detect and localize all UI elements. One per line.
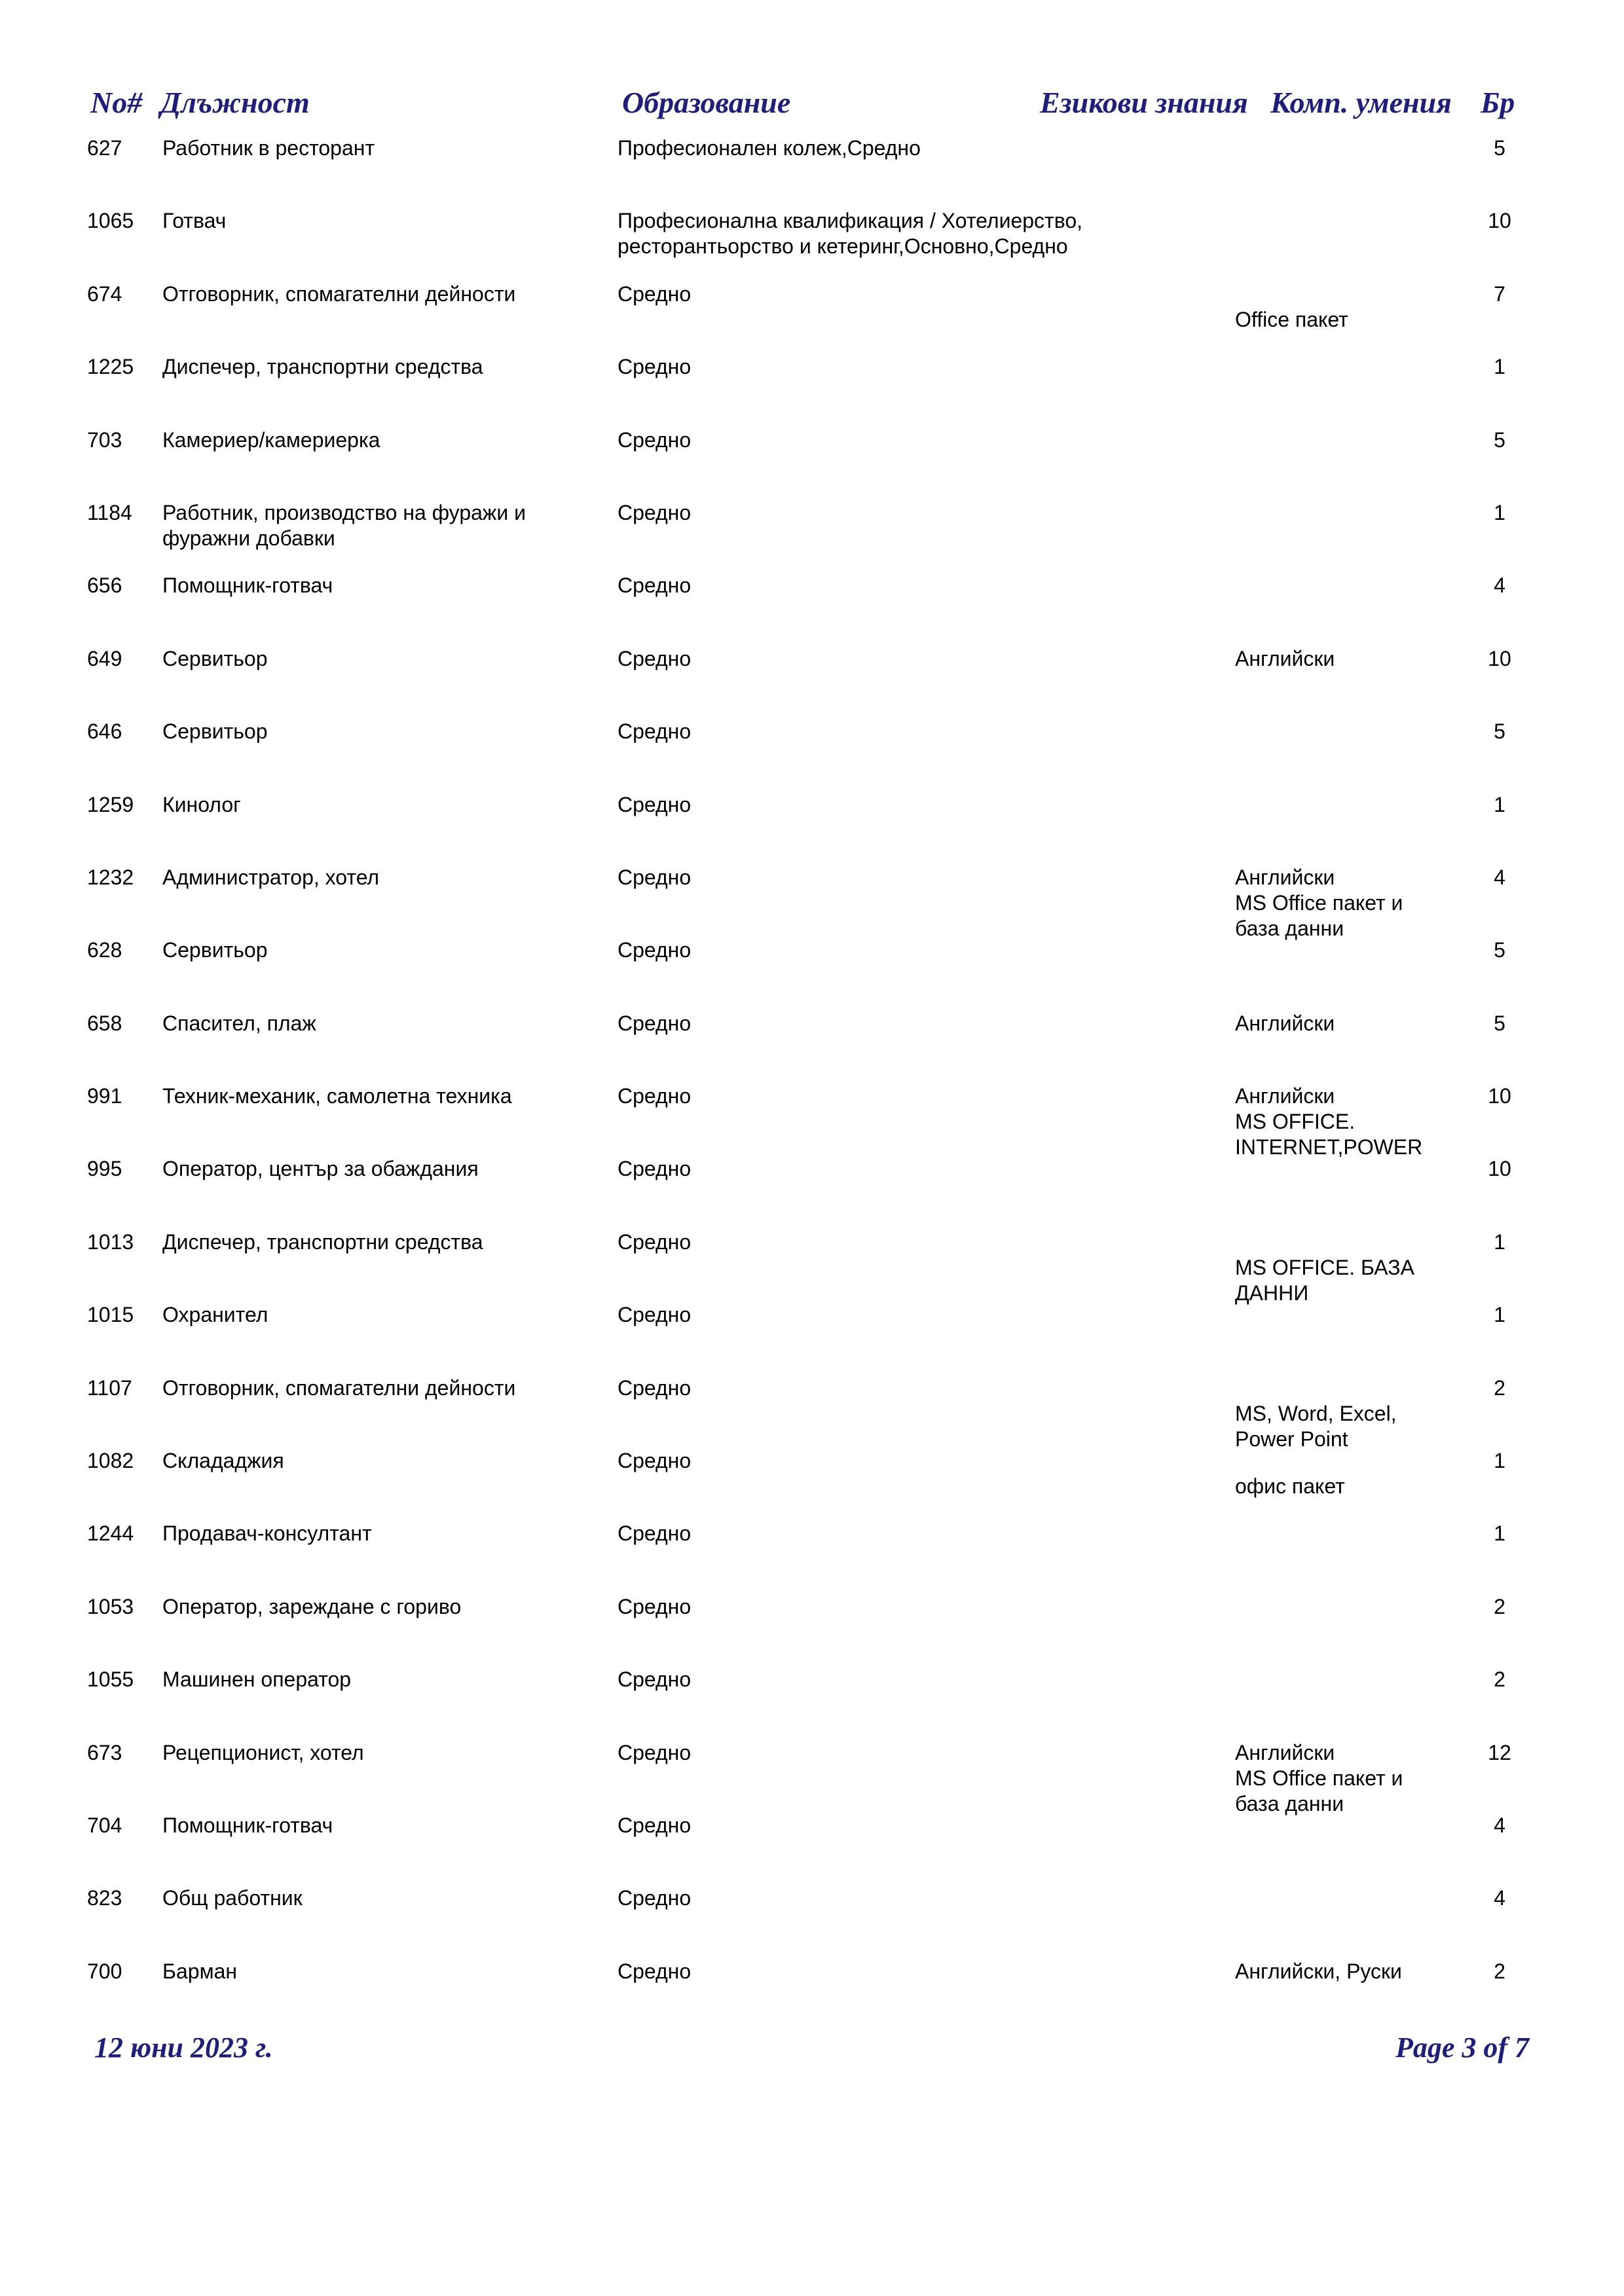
column-header-count: Бр bbox=[1481, 86, 1515, 119]
cell-languages-computer bbox=[1235, 1230, 1490, 1306]
table-row bbox=[0, 938, 1624, 1010]
education-line: Средно bbox=[618, 1594, 692, 1618]
cell-education bbox=[618, 1521, 1115, 1546]
cell-position bbox=[162, 646, 581, 672]
education-line: Професионален колеж,Средно bbox=[618, 136, 921, 160]
cell-education bbox=[618, 1230, 1115, 1255]
cell-position bbox=[162, 1376, 581, 1401]
cell-languages-computer bbox=[1235, 1011, 1490, 1036]
cell-count: 5 bbox=[1494, 136, 1505, 160]
cell-number: 658 bbox=[87, 1011, 122, 1035]
computer-skills-line: MS Office пакет и bbox=[1235, 890, 1403, 915]
cell-position bbox=[162, 428, 581, 453]
education-line: Средно bbox=[618, 1449, 692, 1473]
position-line: Охранител bbox=[162, 1303, 268, 1327]
education-line: Средно bbox=[618, 1522, 692, 1546]
table-row bbox=[0, 719, 1624, 792]
cell-count: 10 bbox=[1488, 646, 1511, 670]
table-row bbox=[0, 428, 1624, 500]
cell-languages-computer bbox=[1235, 282, 1490, 333]
education-line: Средно bbox=[618, 1667, 692, 1692]
cell-education bbox=[618, 1302, 1115, 1328]
cell-count: 1 bbox=[1494, 1449, 1505, 1473]
education-line: Средно bbox=[618, 1157, 692, 1181]
table-row bbox=[0, 1959, 1624, 2032]
cell-count: 1 bbox=[1494, 792, 1505, 816]
education-line: Средно bbox=[618, 1084, 692, 1108]
cell-languages-computer bbox=[1235, 865, 1490, 941]
cell-count: 5 bbox=[1494, 938, 1505, 962]
table-row bbox=[0, 1594, 1624, 1667]
table-row bbox=[0, 865, 1624, 938]
cell-number: 991 bbox=[87, 1084, 122, 1108]
cell-count: 1 bbox=[1494, 500, 1505, 524]
table-row bbox=[0, 1448, 1624, 1521]
position-line: Барман bbox=[162, 1959, 238, 1983]
cell-count: 4 bbox=[1494, 865, 1505, 889]
computer-skills-line: MS, Word, Excel, bbox=[1235, 1401, 1397, 1425]
position-line: Диспечер, транспортни средства bbox=[162, 355, 483, 379]
cell-number: 1225 bbox=[87, 355, 134, 379]
education-line: Средно bbox=[618, 1376, 692, 1400]
languages-line bbox=[1235, 1376, 1490, 1401]
cell-education bbox=[618, 1376, 1115, 1401]
cell-position bbox=[162, 1011, 581, 1036]
position-line: Помощник-готвач bbox=[162, 574, 333, 598]
cell-education bbox=[618, 1740, 1115, 1766]
education-line: Професионална квалификация / Хотелиерство, bbox=[618, 209, 1083, 233]
computer-skills-line: Office пакет bbox=[1235, 307, 1348, 331]
cell-position bbox=[162, 1521, 581, 1546]
position-line: фуражни добавки bbox=[162, 526, 335, 550]
position-line: Машинен оператор bbox=[162, 1667, 352, 1692]
cell-count: 10 bbox=[1488, 1157, 1511, 1181]
cell-languages-computer bbox=[1235, 1376, 1490, 1452]
cell-position bbox=[162, 1302, 581, 1328]
cell-position bbox=[162, 1740, 581, 1766]
cell-number: 1015 bbox=[87, 1303, 134, 1327]
cell-position bbox=[162, 500, 581, 551]
table-row bbox=[0, 354, 1624, 427]
cell-languages-computer bbox=[1235, 1084, 1490, 1160]
education-line: Средно bbox=[618, 646, 692, 670]
table-row bbox=[0, 500, 1624, 573]
cell-position bbox=[162, 938, 581, 963]
position-line: Работник, производство на фуражи и bbox=[162, 500, 526, 524]
position-line: Сервитьор bbox=[162, 646, 268, 670]
cell-education bbox=[618, 208, 1115, 259]
position-line: Помощник-готвач bbox=[162, 1813, 333, 1837]
cell-education bbox=[618, 646, 1115, 672]
computer-skills-line: Power Point bbox=[1235, 1427, 1348, 1451]
position-line: Кинолог bbox=[162, 792, 241, 816]
education-line: Средно bbox=[618, 574, 692, 598]
cell-position bbox=[162, 1230, 581, 1255]
table-row bbox=[0, 1740, 1624, 1813]
cell-position bbox=[162, 282, 581, 307]
cell-education bbox=[618, 354, 1115, 380]
education-line: Средно bbox=[618, 1813, 692, 1837]
education-line: Средно bbox=[618, 428, 692, 452]
position-line: Камериер/камериерка bbox=[162, 428, 380, 452]
cell-number: 1244 bbox=[87, 1522, 134, 1546]
cell-education bbox=[618, 282, 1115, 307]
cell-position bbox=[162, 719, 581, 744]
cell-education bbox=[618, 938, 1115, 963]
table-row bbox=[0, 646, 1624, 719]
education-line: Средно bbox=[618, 1230, 692, 1254]
education-line: Средно bbox=[618, 1959, 692, 1983]
cell-education bbox=[618, 500, 1115, 526]
education-line: Средно bbox=[618, 500, 692, 524]
computer-skills-line: MS OFFICE. bbox=[1235, 1110, 1356, 1134]
column-header-education: Образование bbox=[622, 86, 791, 119]
computer-skills-line: база данни bbox=[1235, 916, 1344, 940]
cell-number: 649 bbox=[87, 646, 122, 670]
position-line: Спасител, плаж bbox=[162, 1011, 316, 1035]
table-row bbox=[0, 1376, 1624, 1451]
cell-number: 1107 bbox=[87, 1376, 132, 1400]
cell-number: 1065 bbox=[87, 209, 134, 233]
cell-education bbox=[618, 1156, 1115, 1182]
cell-count: 4 bbox=[1494, 1886, 1505, 1910]
footer-page-number: Page 3 of 7 bbox=[1395, 2032, 1529, 2064]
cell-education bbox=[618, 1959, 1115, 1984]
cell-position bbox=[162, 1667, 581, 1692]
column-header-no: No# bbox=[90, 86, 143, 119]
cell-count: 4 bbox=[1494, 574, 1505, 598]
education-line: Средно bbox=[618, 282, 692, 306]
languages-line: Английски bbox=[1235, 865, 1335, 889]
languages-line bbox=[1235, 282, 1490, 307]
cell-languages-computer bbox=[1235, 1959, 1490, 1984]
cell-position bbox=[162, 792, 581, 818]
cell-number: 646 bbox=[87, 720, 122, 744]
cell-count: 1 bbox=[1494, 1230, 1505, 1254]
footer-date: 12 юни 2023 г. bbox=[94, 2032, 273, 2064]
cell-count: 12 bbox=[1488, 1740, 1511, 1764]
cell-education bbox=[618, 1594, 1115, 1620]
cell-number: 1013 bbox=[87, 1230, 134, 1254]
position-line: Готвач bbox=[162, 209, 227, 233]
position-line: Склададжия bbox=[162, 1449, 284, 1473]
cell-languages-computer bbox=[1235, 1740, 1490, 1817]
education-line: Средно bbox=[618, 938, 692, 962]
computer-skills-line: офис пакет bbox=[1235, 1474, 1345, 1499]
table-row bbox=[0, 792, 1624, 865]
cell-number: 1184 bbox=[87, 500, 132, 524]
education-line: Средно bbox=[618, 792, 692, 816]
cell-count: 2 bbox=[1494, 1959, 1505, 1983]
computer-skills-line: MS Office пакет и bbox=[1235, 1766, 1403, 1790]
table-row bbox=[0, 1521, 1624, 1594]
cell-count: 5 bbox=[1494, 1011, 1505, 1035]
cell-education bbox=[618, 719, 1115, 744]
position-line: Оператор, зареждане с гориво bbox=[162, 1594, 462, 1618]
cell-count: 2 bbox=[1494, 1376, 1505, 1400]
languages-line: Английски bbox=[1235, 1011, 1335, 1035]
cell-position bbox=[162, 1084, 581, 1109]
cell-number: 1053 bbox=[87, 1594, 134, 1618]
cell-count: 1 bbox=[1494, 1303, 1505, 1327]
cell-number: 703 bbox=[87, 428, 122, 452]
cell-number: 1259 bbox=[87, 792, 134, 816]
cell-education bbox=[618, 573, 1115, 598]
cell-education bbox=[618, 1448, 1115, 1474]
cell-number: 674 bbox=[87, 282, 122, 306]
position-line: Администратор, хотел bbox=[162, 865, 380, 889]
cell-position bbox=[162, 1813, 581, 1838]
cell-education bbox=[618, 1084, 1115, 1109]
cell-number: 995 bbox=[87, 1157, 122, 1181]
cell-position bbox=[162, 354, 581, 380]
table-row bbox=[0, 1084, 1624, 1159]
computer-skills-line: ДАННИ bbox=[1235, 1281, 1309, 1305]
table-row bbox=[0, 282, 1624, 354]
cell-count: 4 bbox=[1494, 1813, 1505, 1837]
position-line: Сервитьор bbox=[162, 720, 268, 744]
cell-position bbox=[162, 865, 581, 890]
cell-number: 1055 bbox=[87, 1667, 134, 1692]
cell-count: 1 bbox=[1494, 1522, 1505, 1546]
education-line: Средно bbox=[618, 720, 692, 744]
cell-count: 5 bbox=[1494, 720, 1505, 744]
table-row bbox=[0, 1667, 1624, 1740]
position-line: Техник-механик, самолетна техника bbox=[162, 1084, 512, 1108]
cell-position bbox=[162, 1156, 581, 1182]
languages-line bbox=[1235, 1230, 1490, 1255]
cell-education bbox=[618, 1886, 1115, 1911]
cell-education bbox=[618, 1813, 1115, 1838]
cell-position bbox=[162, 208, 581, 234]
table-row bbox=[0, 1886, 1624, 1958]
cell-position bbox=[162, 1959, 581, 1984]
languages-line: Английски bbox=[1235, 1740, 1335, 1764]
column-header-position: Длъжност bbox=[160, 86, 310, 119]
table-row bbox=[0, 208, 1624, 281]
education-line: ресторантьорство и кетеринг,Основно,Средно bbox=[618, 234, 1068, 259]
position-line: Сервитьор bbox=[162, 938, 268, 962]
education-line: Средно bbox=[618, 1011, 692, 1035]
computer-skills-line: база данни bbox=[1235, 1791, 1344, 1815]
cell-education bbox=[618, 865, 1115, 890]
cell-education bbox=[618, 1667, 1115, 1692]
position-line: Рецепционист, хотел bbox=[162, 1740, 364, 1764]
table-body bbox=[0, 136, 1624, 2032]
table-row bbox=[0, 136, 1624, 208]
cell-count: 1 bbox=[1494, 355, 1505, 379]
education-line: Средно bbox=[618, 1740, 692, 1764]
computer-skills-line: INTERNET,POWER bbox=[1235, 1135, 1423, 1159]
table-row bbox=[0, 1156, 1624, 1229]
cell-count: 7 bbox=[1494, 282, 1505, 306]
education-line: Средно bbox=[618, 865, 692, 889]
cell-number: 823 bbox=[87, 1886, 122, 1910]
computer-skills-line: MS OFFICE. БАЗА bbox=[1235, 1255, 1414, 1279]
cell-position bbox=[162, 573, 581, 598]
cell-education bbox=[618, 1011, 1115, 1036]
cell-count: 10 bbox=[1488, 1084, 1511, 1108]
cell-number: 700 bbox=[87, 1959, 122, 1983]
cell-position bbox=[162, 1594, 581, 1620]
table-row bbox=[0, 1813, 1624, 1886]
cell-education bbox=[618, 136, 1115, 161]
cell-number: 656 bbox=[87, 574, 122, 598]
table-row bbox=[0, 1302, 1624, 1375]
languages-line: Английски, Руски bbox=[1235, 1959, 1402, 1983]
cell-number: 1232 bbox=[87, 865, 134, 889]
cell-count: 10 bbox=[1488, 209, 1511, 233]
cell-number: 628 bbox=[87, 938, 122, 962]
table-row bbox=[0, 1011, 1624, 1084]
cell-number: 1082 bbox=[87, 1449, 134, 1473]
table-row bbox=[0, 1230, 1624, 1305]
languages-line bbox=[1235, 1448, 1490, 1474]
cell-number: 704 bbox=[87, 1813, 122, 1837]
position-line: Продавач-консултант bbox=[162, 1522, 372, 1546]
cell-number: 673 bbox=[87, 1740, 122, 1764]
position-line: Отговорник, спомагателни дейности bbox=[162, 282, 516, 306]
position-line: Отговорник, спомагателни дейности bbox=[162, 1376, 516, 1400]
cell-education bbox=[618, 792, 1115, 818]
cell-count: 5 bbox=[1494, 428, 1505, 452]
position-line: Работник в ресторант bbox=[162, 136, 375, 160]
cell-position bbox=[162, 1886, 581, 1911]
position-line: Диспечер, транспортни средства bbox=[162, 1230, 483, 1254]
education-line: Средно bbox=[618, 355, 692, 379]
cell-languages-computer bbox=[1235, 1448, 1490, 1499]
cell-count: 2 bbox=[1494, 1594, 1505, 1618]
position-line: Оператор, център за обаждания bbox=[162, 1157, 479, 1181]
table-row bbox=[0, 573, 1624, 646]
education-line: Средно bbox=[618, 1886, 692, 1910]
cell-count: 2 bbox=[1494, 1667, 1505, 1692]
cell-languages-computer bbox=[1235, 646, 1490, 672]
cell-position bbox=[162, 1448, 581, 1474]
column-header-computer: Комп. умения bbox=[1270, 86, 1452, 119]
languages-line: Английски bbox=[1235, 646, 1335, 670]
position-line: Общ работник bbox=[162, 1886, 303, 1910]
column-header-languages: Езикови знания bbox=[1040, 86, 1248, 119]
cell-education bbox=[618, 428, 1115, 453]
languages-line: Английски bbox=[1235, 1084, 1335, 1108]
cell-position bbox=[162, 136, 581, 161]
cell-number: 627 bbox=[87, 136, 122, 160]
education-line: Средно bbox=[618, 1303, 692, 1327]
